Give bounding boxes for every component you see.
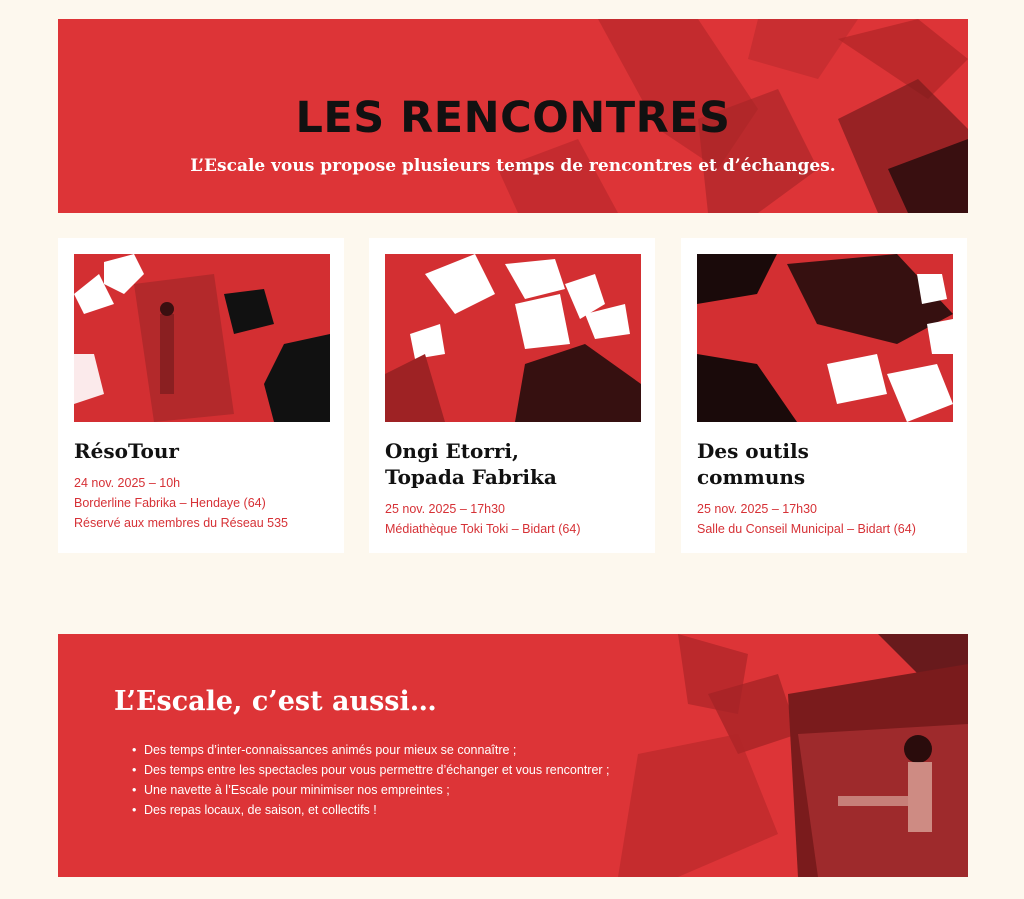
event-note: Réservé aux membres du Réseau 535 xyxy=(74,516,289,530)
list-item: • Des temps entre les spectacles pour vous permettre d’échanger et vous rencontrer ; xyxy=(144,760,610,780)
feature-list xyxy=(144,740,610,820)
event-card-resotour[interactable] xyxy=(58,238,344,553)
event-image[interactable] xyxy=(385,254,641,422)
event-place: Salle du Conseil Municipal – Bidart (64) xyxy=(697,522,916,536)
event-title-line: Des outils xyxy=(697,439,809,463)
event-illustration xyxy=(385,254,641,422)
event-details xyxy=(74,473,336,533)
event-title-line: RésoTour xyxy=(74,439,179,463)
rencontres-banner xyxy=(58,19,968,213)
event-card-ongi-etorri[interactable] xyxy=(369,238,655,553)
list-item: • Des temps d’inter-connaissances animés pour mieux se connaître ; xyxy=(144,740,610,760)
section-title: L’Escale, c’est aussi… xyxy=(114,686,437,717)
event-place: Médiathèque Toki Toki – Bidart (64) xyxy=(385,522,581,536)
event-title-line: communs xyxy=(697,465,806,489)
event-title[interactable] xyxy=(385,438,639,490)
event-illustration xyxy=(74,254,330,422)
event-title-line: Ongi Etorri, xyxy=(385,439,519,463)
event-image[interactable] xyxy=(697,254,953,422)
event-details xyxy=(385,499,647,539)
event-details xyxy=(697,499,959,539)
list-item: • Des repas locaux, de saison, et collectifs ! xyxy=(144,800,610,820)
list-item: • Une navette à l’Escale pour minimiser nos empreintes ; xyxy=(144,780,610,800)
event-card-outils-communs[interactable] xyxy=(681,238,967,553)
page-title: LES RENCONTRES xyxy=(295,93,731,143)
event-image[interactable] xyxy=(74,254,330,422)
page-subtitle: L’Escale vous propose plusieurs temps de rencontres et d’échanges. xyxy=(190,156,836,176)
event-place: Borderline Fabrika – Hendaye (64) xyxy=(74,496,266,510)
event-date: 24 nov. 2025 – 10h xyxy=(74,476,181,490)
event-title[interactable] xyxy=(697,438,951,490)
event-date: 25 nov. 2025 – 17h30 xyxy=(697,502,818,516)
event-title[interactable] xyxy=(74,438,328,464)
event-title-line: Topada Fabrika xyxy=(385,465,557,489)
event-date: 25 nov. 2025 – 17h30 xyxy=(385,502,506,516)
event-illustration xyxy=(697,254,953,422)
escale-also-banner xyxy=(58,634,968,877)
